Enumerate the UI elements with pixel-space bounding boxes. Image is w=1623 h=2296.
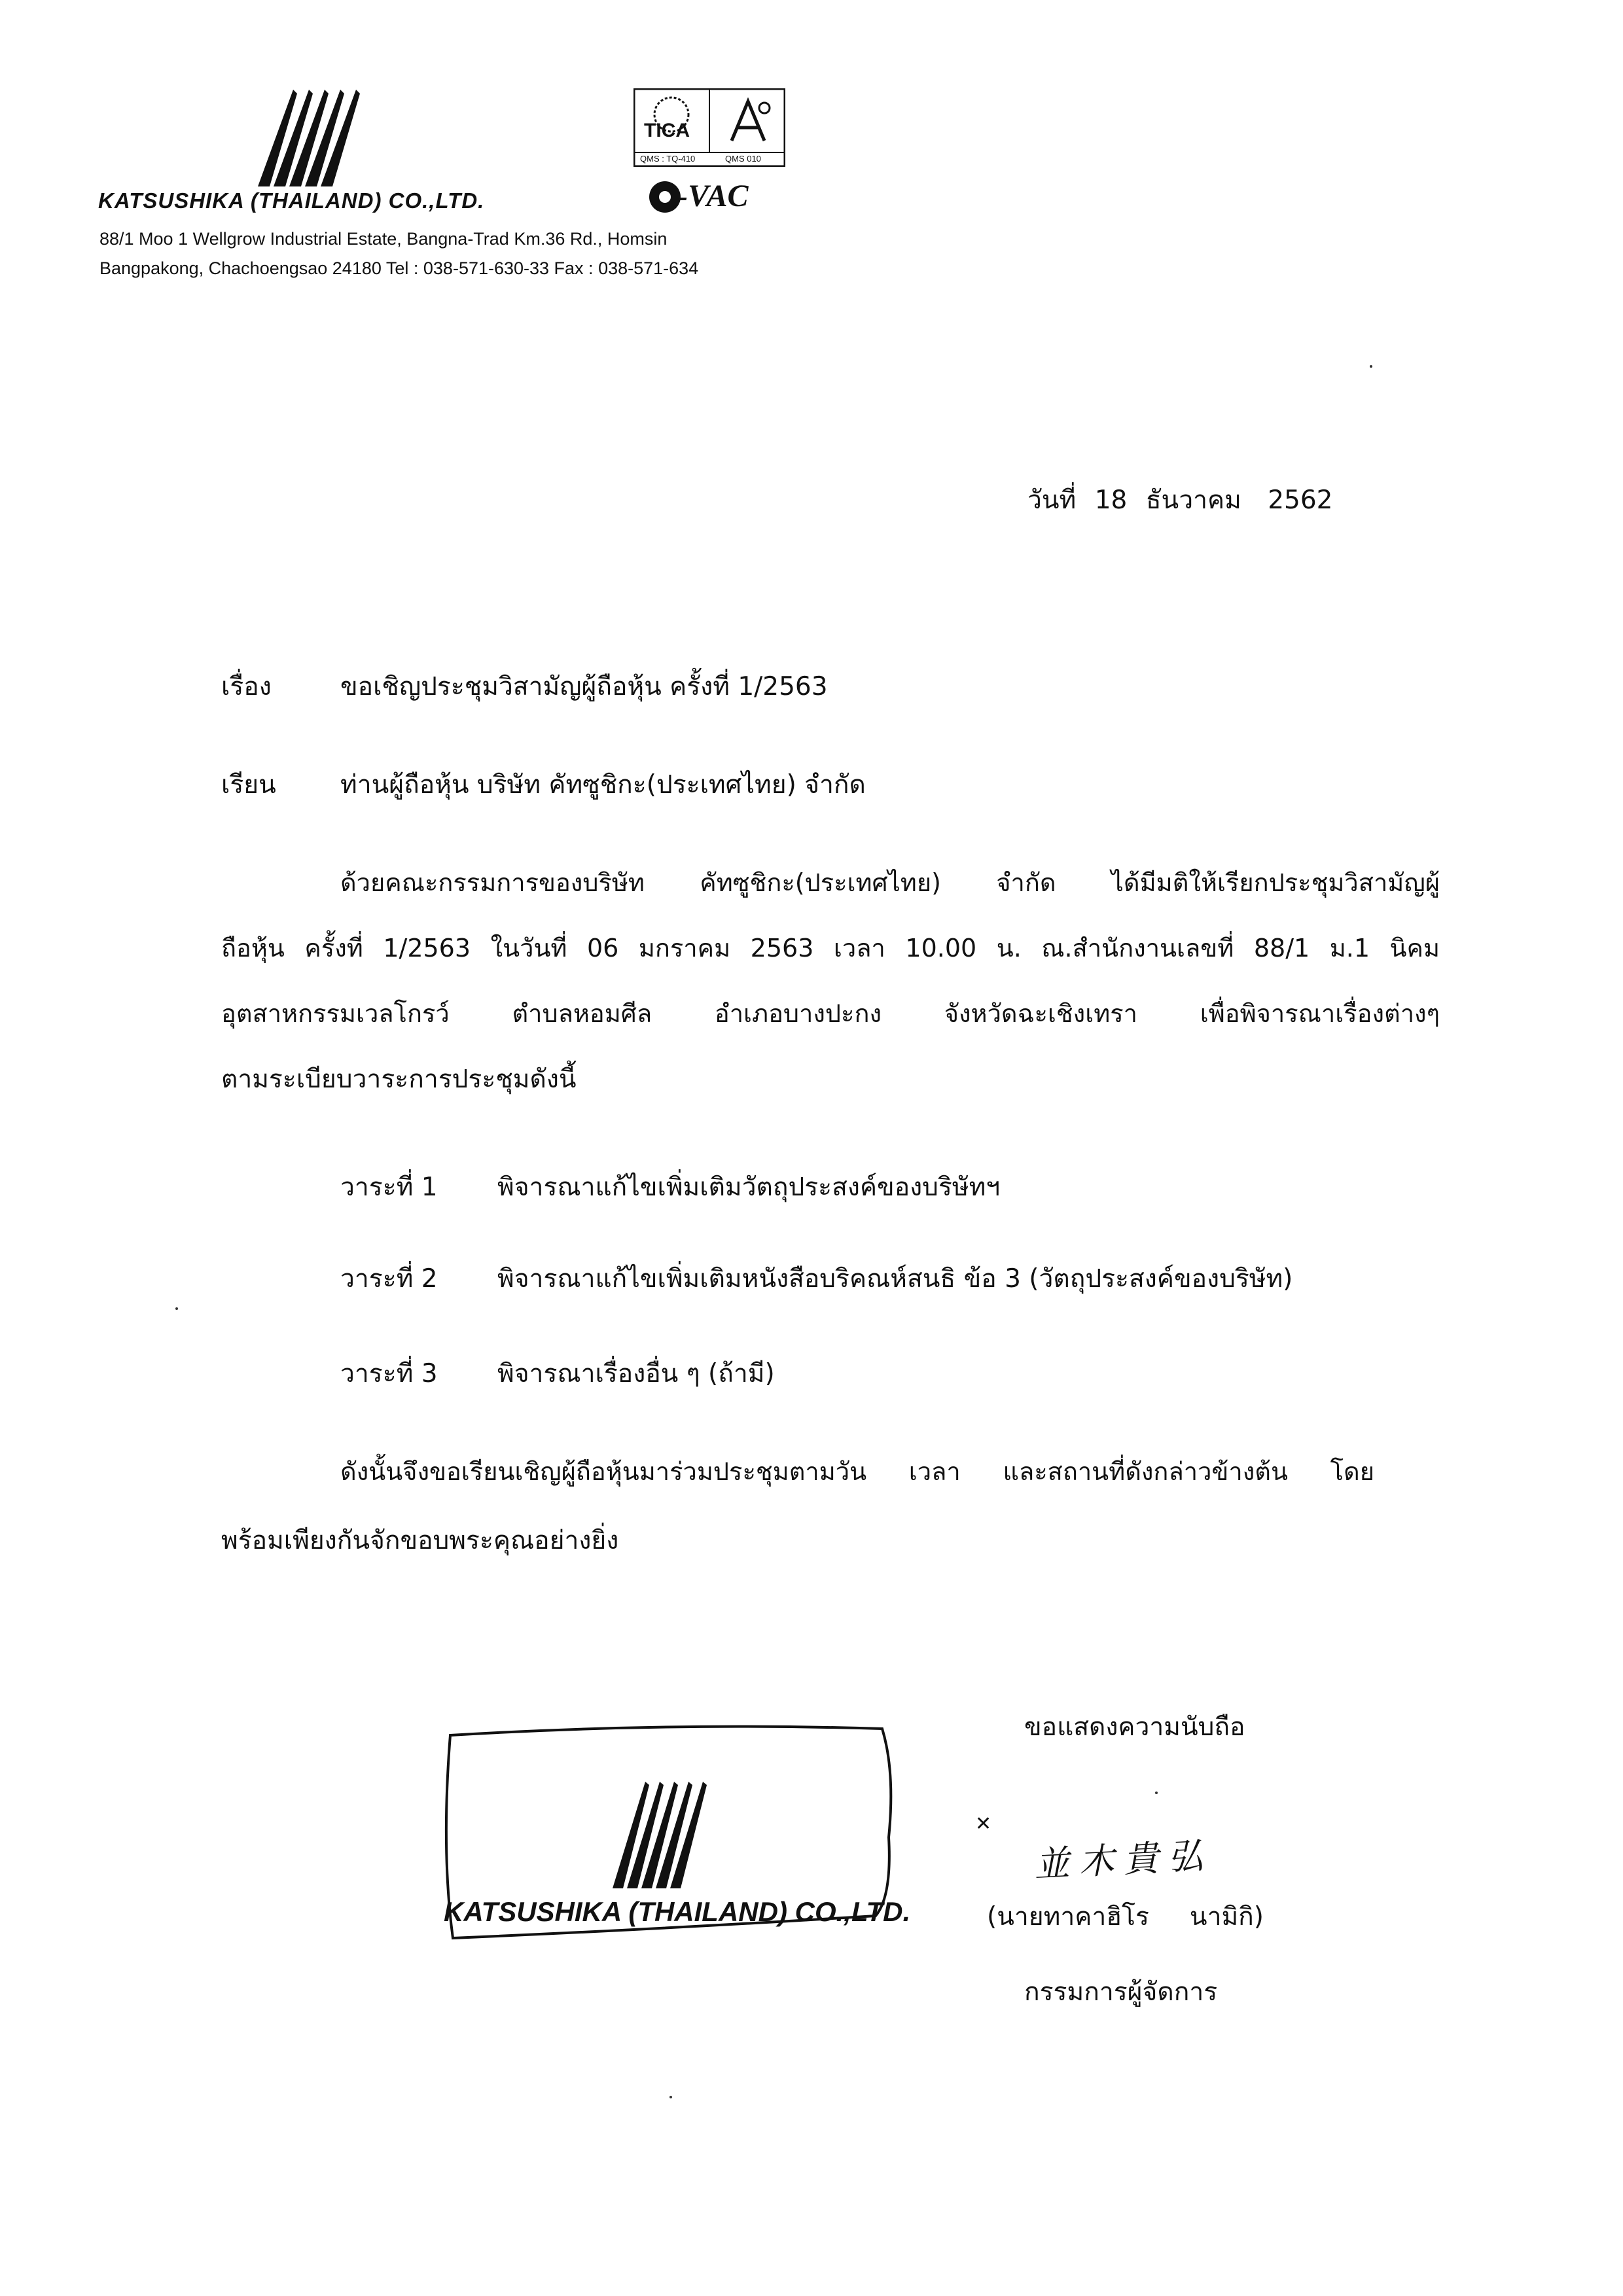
closing-line-1: ดังนั้นจึงขอเรียนเชิญผู้ถือหุ้นมาร่วมประชุมตามวัน เวลา และสถานที่ดังกล่าวข้างต้น โดย — [340, 1457, 1374, 1486]
agenda-3-label: วาระที่ 3 — [340, 1359, 438, 1388]
signatory-name: (นายทาคาฮิโร นามิกิ) — [987, 1902, 1264, 1932]
scan-speck — [175, 1307, 178, 1310]
address-line-2: Bangpakong, Chachoengsao 24180 Tel : 038-571-630-33 Fax : 038-571-634 — [99, 258, 699, 278]
company-stamp — [437, 1720, 911, 1949]
date-year: 2562 — [1268, 486, 1333, 515]
company-logo — [246, 88, 367, 186]
agenda-3-text: พิจารณาเรื่องอื่น ๆ (ถ้ามี) — [497, 1359, 775, 1388]
date-day: 18 — [1094, 486, 1128, 515]
scan-speck — [1155, 1792, 1158, 1794]
signatory-title: กรรมการผู้จัดการ — [1024, 1977, 1218, 2007]
handwritten-signature: 並木貴弘 — [1033, 1834, 1213, 1886]
regards-text: ขอแสดงความนับถือ — [1024, 1712, 1245, 1742]
document-date — [1027, 487, 1332, 513]
logo-stripes-icon — [246, 88, 367, 186]
stamp-company-name: KATSUSHIKA (THAILAND) CO.,LTD. — [444, 1896, 911, 1927]
address-line-1: 88/1 Moo 1 Wellgrow Industrial Estate, Bangna-Trad Km.36 Rd., Homsin — [99, 229, 668, 249]
date-label: วันที่ — [1027, 486, 1077, 515]
agenda-1-text: พิจารณาแก้ไขเพิ่มเติมวัตถุประสงค์ของบริษัทฯ — [497, 1173, 1001, 1202]
scan-speck — [1370, 365, 1372, 368]
scan-speck — [669, 2096, 672, 2098]
to-text: ท่านผู้ถือหุ้น บริษัท คัทซูชิกะ(ประเทศไทย) จำกัด — [340, 770, 866, 800]
to-label: เรียน — [221, 770, 276, 800]
body-line-3: อุตสาหกรรมเวลโกรว์ ตำบลหอมศีล อำเภอบางปะกง จังหวัดฉะเชิงเทรา เพื่อพิจารณาเรื่องต่างๆ — [221, 999, 1440, 1028]
closing-line-2: พร้อมเพียงกันจักขอบพระคุณอย่างยิ่ง — [221, 1526, 619, 1555]
company-name: KATSUSHIKA (THAILAND) CO.,LTD. — [98, 188, 485, 213]
body-line-4: ตามระเบียบวาระการประชุมดังนี้ — [221, 1065, 577, 1094]
agenda-2-label: วาระที่ 2 — [340, 1264, 438, 1294]
cert-right-label: QMS 010 — [725, 154, 761, 164]
body-line-2: ถือหุ้น ครั้งที่ 1/2563 ในวันที่ 06 มกราคม 2563 เวลา 10.00 น. ณ.สำนักงานเลขที่ 88/1 ม.1 นิคม — [221, 934, 1440, 963]
signature-mark-icon: ✕ — [975, 1812, 992, 1835]
vac-logo — [645, 177, 782, 217]
subject-label: เรื่อง — [221, 672, 272, 701]
cert-left-label: QMS : TQ-410 — [640, 154, 696, 164]
vac-logo-text: -VAC — [677, 179, 749, 213]
agenda-1-label: วาระที่ 1 — [340, 1173, 438, 1202]
certification-logos — [633, 88, 785, 167]
agenda-2-text: พิจารณาแก้ไขเพิ่มเติมหนังสือบริคณห์สนธิ ข้อ 3 (วัตถุประสงค์ของบริษัท) — [497, 1264, 1293, 1294]
subject-text: ขอเชิญประชุมวิสามัญผู้ถือหุ้น ครั้งที่ 1/2563 — [340, 672, 828, 701]
body-line-1: ด้วยคณะกรรมการของบริษัท คัทซูชิกะ(ประเทศไทย) จำกัด ได้มีมติให้เรียกประชุมวิสามัญผู้ — [340, 868, 1440, 897]
tica-logo-text: TICA — [644, 120, 690, 141]
date-month: ธันวาคม — [1145, 486, 1241, 515]
